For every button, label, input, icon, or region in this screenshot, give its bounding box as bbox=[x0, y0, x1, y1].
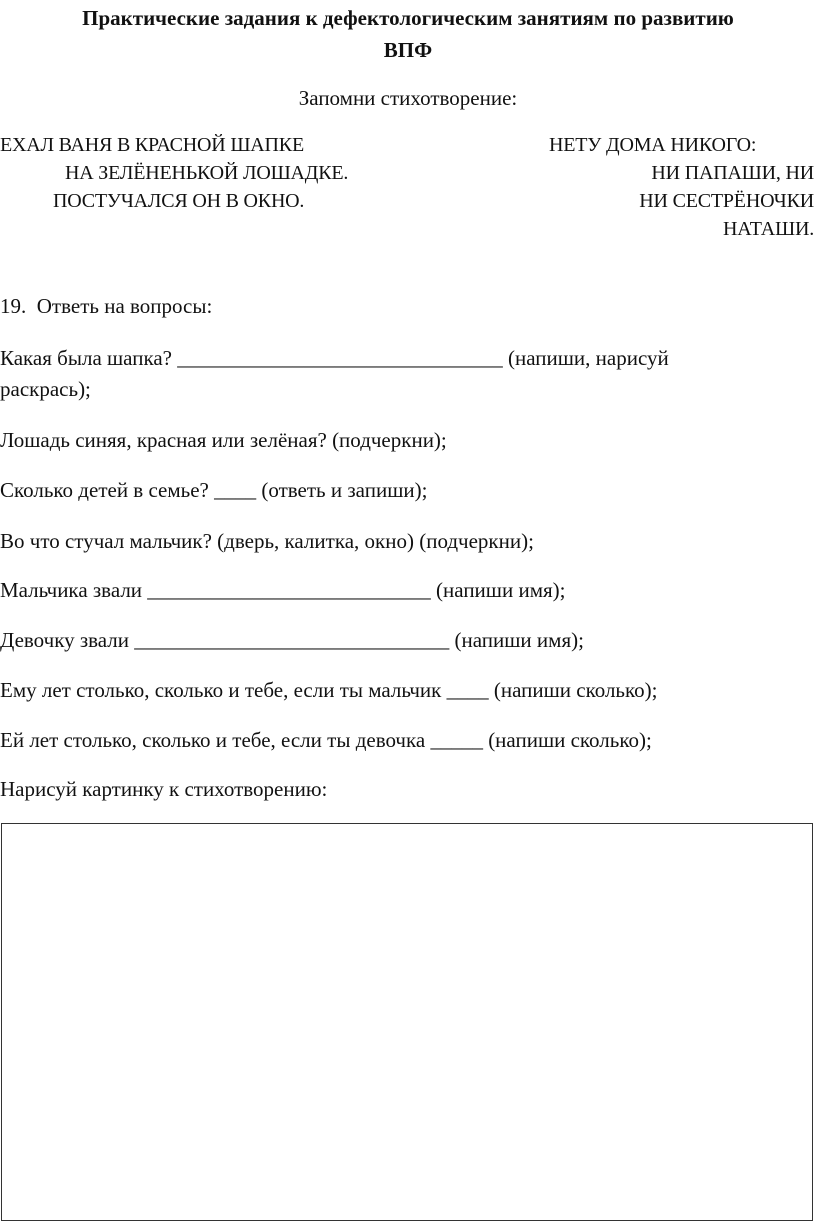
section-number: 19. bbox=[0, 294, 27, 318]
drawing-prompt: Нарисуй картинку к стихотворению: bbox=[0, 777, 328, 801]
question-horse: Лошадь синяя, красная или зелёная? (подчеркни); bbox=[0, 428, 447, 452]
page-title-line-1: Практические задания к дефектологическим занятиям по развитию bbox=[82, 6, 734, 30]
poem-right-line-1: НЕТУ ДОМА НИКОГО: bbox=[549, 134, 757, 156]
section-title: Ответь на вопросы: bbox=[36, 294, 213, 318]
section-heading bbox=[0, 294, 212, 319]
poem-left-line-2: НА ЗЕЛЁНЕНЬКОЙ ЛОШАДКЕ. bbox=[65, 162, 349, 184]
poem-right-line-3: НИ СЕСТРЁНОЧКИ bbox=[639, 190, 814, 212]
poem-left-line-3: ПОСТУЧАЛСЯ ОН В ОКНО. bbox=[53, 190, 305, 212]
question-boy-age: Ему лет столько, сколько и тебе, если ты мальчик ____ (напиши сколько); bbox=[0, 678, 658, 702]
question-knock: Во что стучал мальчик? (дверь, калитка, окно) (подчеркни); bbox=[0, 529, 534, 553]
memorize-instruction: Запомни стихотворение: bbox=[298, 86, 518, 110]
poem-right-line-2: НИ ПАПАШИ, НИ bbox=[651, 162, 814, 184]
question-children: Сколько детей в семье? ____ (ответь и запиши); bbox=[0, 478, 428, 502]
poem-left-line-1: ЕХАЛ ВАНЯ В КРАСНОЙ ШАПКЕ bbox=[0, 134, 304, 156]
question-hat: Какая была шапка? _______________________________ (напиши, нарисуй bbox=[0, 346, 669, 370]
question-girl-name: Девочку звали ______________________________ (напиши имя); bbox=[0, 628, 584, 652]
question-hat-continued: раскрась); bbox=[0, 377, 91, 401]
question-boy-name: Мальчика звали ___________________________ (напиши имя); bbox=[0, 578, 566, 602]
page-title-line-2: ВПФ bbox=[383, 38, 433, 62]
drawing-area[interactable] bbox=[1, 823, 813, 1221]
poem-right-line-4: НАТАШИ. bbox=[722, 218, 814, 240]
question-girl-age: Ей лет столько, сколько и тебе, если ты девочка _____ (напиши сколько); bbox=[0, 728, 652, 752]
